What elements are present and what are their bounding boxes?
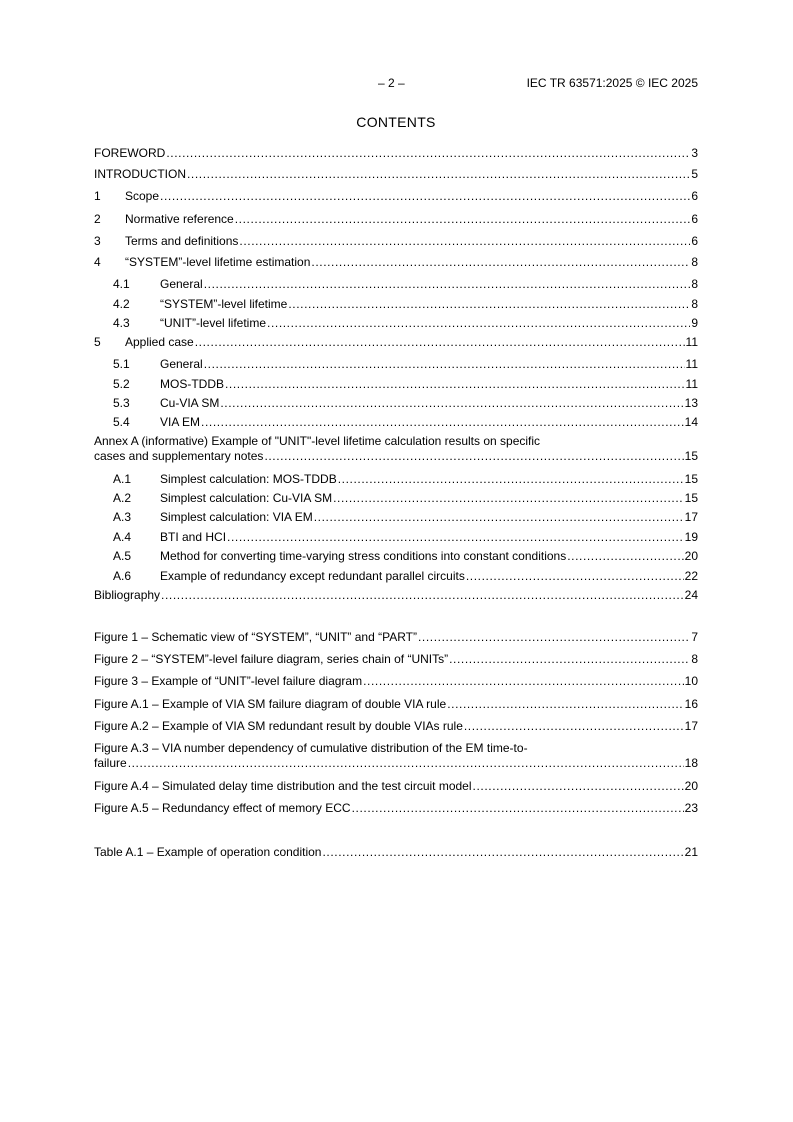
- dot-leader: [220, 396, 683, 411]
- toc-entry-page: 15: [684, 472, 698, 486]
- toc-entry-number: A.2: [113, 491, 132, 505]
- toc-entry-page: 20: [684, 779, 698, 793]
- dot-leader: [204, 277, 691, 292]
- document-reference: IEC TR 63571:2025 © IEC 2025: [526, 76, 698, 90]
- toc-entry-title: Figure A.4 – Simulated delay time distribution and the test circuit model: [94, 779, 472, 793]
- toc-entry-page: 10: [684, 674, 698, 688]
- toc-entry-title: VIA EM: [160, 415, 201, 429]
- toc-entry-title: BTI and HCI: [160, 530, 227, 544]
- toc-entry-title: FOREWORD: [94, 146, 166, 160]
- toc-entry-page: 9: [691, 316, 698, 330]
- toc-entry-introduction[interactable]: [94, 167, 698, 182]
- toc-entry-page: 19: [684, 530, 698, 544]
- toc-entry-foreword[interactable]: [94, 146, 698, 161]
- dot-leader: [449, 652, 690, 667]
- toc-entry-page: 20: [684, 549, 698, 563]
- toc-entry-4-3-unit-level-lifetime[interactable]: [94, 316, 698, 331]
- toc-entry-page: 5: [691, 167, 698, 181]
- toc-entry-page: 22: [684, 569, 698, 583]
- toc-entry-title: Normative reference: [125, 212, 234, 226]
- toc-entry-4-1-general[interactable]: [94, 277, 698, 292]
- toc-entry-number: 5.2: [113, 377, 130, 391]
- toc-entry-page: 13: [684, 396, 698, 410]
- dot-leader: [239, 234, 690, 249]
- toc-entry-title: Figure 2 – “SYSTEM”-level failure diagram, series chain of “UNITs”: [94, 652, 449, 666]
- toc-entry-5-4-via-em[interactable]: [94, 415, 698, 430]
- toc-entry-number: A.5: [113, 549, 132, 563]
- toc-entry-table-a-1[interactable]: [94, 845, 698, 860]
- toc-entry-title: MOS-TDDB: [160, 377, 224, 391]
- dot-leader: [195, 335, 685, 350]
- toc-entry-figure-a-2[interactable]: [94, 719, 698, 734]
- toc-entry-page: 17: [684, 510, 698, 524]
- toc-entry-title: Figure A.2 – Example of VIA SM redundant result by double VIAs rule: [94, 719, 463, 733]
- toc-entry-page: 23: [684, 801, 698, 815]
- toc-entry-title: “UNIT”-level lifetime: [160, 316, 267, 330]
- toc-entry-figure-a-5[interactable]: [94, 801, 698, 816]
- toc-entry-number: A.6: [113, 569, 132, 583]
- toc-entry-number: A.4: [113, 530, 132, 544]
- dot-leader: [322, 845, 683, 860]
- dot-leader: [363, 674, 684, 689]
- toc-entry-number: 4.3: [113, 316, 130, 330]
- toc-entry-title: General: [160, 277, 203, 291]
- toc-entry-figure-1[interactable]: [94, 630, 698, 645]
- dot-leader: [264, 449, 683, 464]
- toc-entry-page: 6: [691, 212, 698, 226]
- toc-entry-number: 5: [94, 335, 101, 349]
- toc-entry-page: 6: [691, 234, 698, 248]
- dot-leader: [161, 588, 684, 603]
- toc-entry-a-2[interactable]: [94, 491, 698, 506]
- toc-entry-page: 21: [684, 845, 698, 859]
- dot-leader: [418, 630, 690, 645]
- toc-entry-number: 1: [94, 189, 101, 203]
- toc-entry-page: 8: [691, 297, 698, 311]
- contents-heading: CONTENTS: [356, 114, 436, 130]
- dot-leader: [267, 316, 690, 331]
- toc-entry-page: 6: [691, 189, 698, 203]
- toc-entry-title: Figure A.1 – Example of VIA SM failure diagram of double VIA rule: [94, 697, 447, 711]
- toc-entry-page: 15: [684, 491, 698, 505]
- toc-entry-number: A.3: [113, 510, 132, 524]
- toc-entry-title-line-1: Annex A (informative) Example of "UNIT"-level lifetime calculation results on specific: [94, 434, 541, 448]
- toc-entry-a-4[interactable]: [94, 530, 698, 545]
- toc-entry-page: 17: [684, 719, 698, 733]
- dot-leader: [314, 510, 684, 525]
- toc-entry-title: General: [160, 357, 203, 371]
- toc-entry-title: Terms and definitions: [125, 234, 239, 248]
- toc-entry-page: 18: [684, 756, 698, 770]
- page-header: [94, 76, 698, 92]
- dot-leader: [160, 189, 690, 204]
- toc-entry-a-1[interactable]: [94, 472, 698, 487]
- toc-entry-number: 4: [94, 255, 101, 269]
- toc-entry-title: Figure 1 – Schematic view of “SYSTEM”, “UNIT” and “PART”: [94, 630, 417, 644]
- toc-entry-figure-a-4[interactable]: [94, 779, 698, 794]
- toc-entry-title: Simplest calculation: Cu-VIA SM: [160, 491, 333, 505]
- toc-entry-title: Table A.1 – Example of operation condition: [94, 845, 322, 859]
- dot-leader: [447, 697, 683, 712]
- toc-entry-figure-3[interactable]: [94, 674, 698, 689]
- toc-entry-5-1-general[interactable]: [94, 357, 698, 372]
- toc-entry-bibliography[interactable]: [94, 588, 698, 603]
- dot-leader: [311, 255, 690, 270]
- toc-entry-page: 24: [684, 588, 698, 602]
- toc-entry-title: Figure A.5 – Redundancy effect of memory ECC: [94, 801, 351, 815]
- toc-entry-figure-a-3[interactable]: [94, 741, 698, 771]
- toc-entry-page: 15: [684, 449, 698, 463]
- toc-entry-page: 7: [691, 630, 698, 644]
- dot-leader: [338, 472, 684, 487]
- toc-entry-figure-2[interactable]: [94, 652, 698, 667]
- toc-entry-5-3-cu-via-sm[interactable]: [94, 396, 698, 411]
- toc-entry-number: 5.1: [113, 357, 130, 371]
- toc-entry-number: 2: [94, 212, 101, 226]
- toc-entry-a-5[interactable]: [94, 549, 698, 564]
- toc-entry-title-line-2: failure: [94, 756, 127, 770]
- dot-leader: [166, 146, 690, 161]
- toc-entry-number: 4.1: [113, 277, 130, 291]
- toc-entry-figure-a-1[interactable]: [94, 697, 698, 712]
- toc-entry-page: 3: [691, 146, 698, 160]
- toc-entry-page: 8: [691, 652, 698, 666]
- dot-leader: [473, 779, 684, 794]
- toc-entry-terms-and-definitions[interactable]: [94, 234, 698, 249]
- toc-entry-title: Applied case: [125, 335, 194, 349]
- dot-leader: [187, 167, 690, 182]
- page-number: – 2 –: [378, 76, 405, 90]
- dot-leader: [333, 491, 684, 506]
- toc-entry-number: 5.3: [113, 396, 130, 410]
- toc-entry-applied-case[interactable]: [94, 335, 698, 350]
- toc-entry-page: 11: [685, 335, 698, 349]
- toc-entry-title: Cu-VIA SM: [160, 396, 220, 410]
- dot-leader: [204, 357, 685, 372]
- toc-entry-title-line-2: cases and supplementary notes: [94, 449, 264, 463]
- toc-entry-a-6[interactable]: [94, 569, 698, 584]
- dot-leader: [464, 719, 684, 734]
- toc-entry-number: 3: [94, 234, 101, 248]
- toc-entry-a-3[interactable]: [94, 510, 698, 525]
- toc-entry-page: 11: [685, 377, 698, 391]
- toc-entry-page: 14: [684, 415, 698, 429]
- toc-entry-system-level-lifetime-estimation[interactable]: [94, 255, 698, 270]
- dot-leader: [201, 415, 684, 430]
- toc-entry-page: 8: [691, 277, 698, 291]
- toc-entry-title: Scope: [125, 189, 160, 203]
- toc-entry-title: Example of redundancy except redundant parallel circuits: [160, 569, 465, 583]
- dot-leader: [227, 530, 684, 545]
- dot-leader: [225, 377, 685, 392]
- toc-entry-number: A.1: [113, 472, 132, 486]
- toc-entry-title: Bibliography: [94, 588, 161, 602]
- toc-entry-number: 5.4: [113, 415, 130, 429]
- dot-leader: [466, 569, 684, 584]
- toc-entry-5-2-mos-tddb[interactable]: [94, 377, 698, 392]
- toc-entry-annex-a[interactable]: [94, 434, 698, 464]
- toc-entry-page: 16: [684, 697, 698, 711]
- toc-entry-number: 4.2: [113, 297, 130, 311]
- toc-entry-title: Figure 3 – Example of “UNIT”-level failure diagram: [94, 674, 363, 688]
- toc-entry-title-line-1: Figure A.3 – VIA number dependency of cumulative distribution of the EM time-to-: [94, 741, 528, 755]
- dot-leader: [567, 549, 683, 564]
- toc-entry-page: 8: [691, 255, 698, 269]
- toc-entry-title: Simplest calculation: VIA EM: [160, 510, 313, 524]
- dot-leader: [235, 212, 691, 227]
- toc-entry-title: “SYSTEM”-level lifetime: [160, 297, 288, 311]
- toc-entry-title: Method for converting time-varying stress conditions into constant conditions: [160, 549, 567, 563]
- toc-entry-scope[interactable]: [94, 189, 698, 204]
- toc-entry-title: “SYSTEM”-level lifetime estimation: [125, 255, 311, 269]
- toc-entry-title: INTRODUCTION: [94, 167, 186, 181]
- dot-leader: [128, 756, 684, 771]
- toc-entry-title: Simplest calculation: MOS-TDDB: [160, 472, 337, 486]
- toc-entry-page: 11: [685, 357, 698, 371]
- toc-entry-normative-reference[interactable]: [94, 212, 698, 227]
- dot-leader: [288, 297, 690, 312]
- toc-entry-4-2-system-level-lifetime[interactable]: [94, 297, 698, 312]
- dot-leader: [352, 801, 684, 816]
